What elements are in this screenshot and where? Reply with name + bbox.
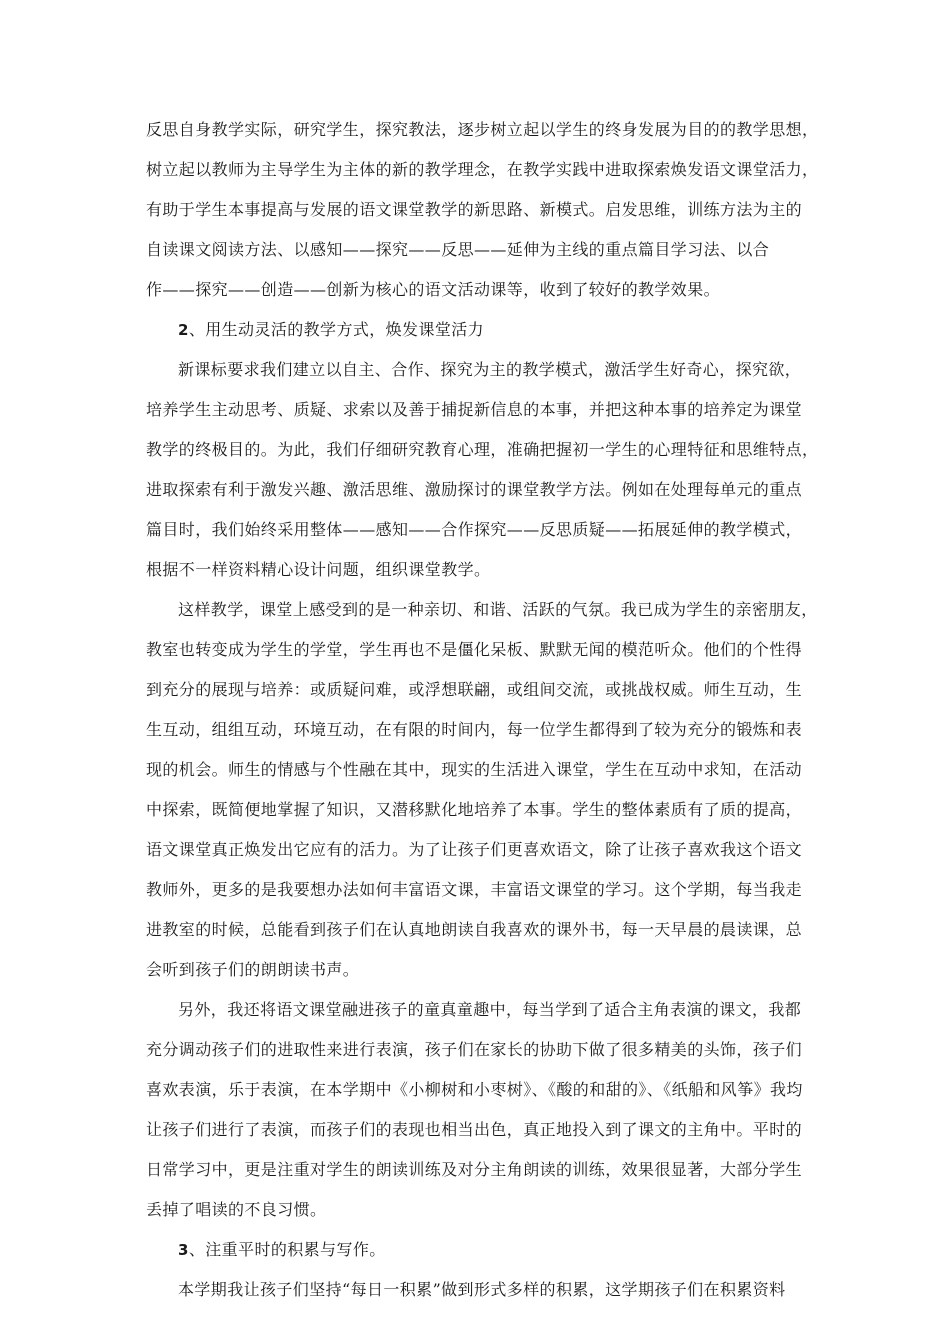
text-line: 进教室的时候，总能看到孩子们在认真地朗读自我喜欢的课外书，每一天早晨的晨读课，总 bbox=[146, 920, 803, 939]
text-line: 丢掉了唱读的不良习惯。 bbox=[146, 1200, 327, 1219]
text-line: 让孩子们进行了表演，而孩子们的表现也相当出色，真正地投入到了课文的主角中。平时的 bbox=[146, 1120, 803, 1139]
section-title: 、注重平时的积累与写作。 bbox=[188, 1240, 386, 1259]
section-heading-3 bbox=[146, 1230, 826, 1270]
text-line: 根据不一样资料精心设计问题，组织课堂教学。 bbox=[146, 560, 491, 579]
section-number: 2 bbox=[178, 321, 189, 339]
text-line: 喜欢表演，乐于表演，在本学期中《小柳树和小枣树》、《酸的和甜的》、《纸船和风筝》我均 bbox=[146, 1080, 803, 1099]
text-line: 教室也转变成为学生的学堂，学生再也不是僵化呆板、默默无闻的模范听众。他们的个性得 bbox=[146, 640, 803, 659]
text-line: 现的机会。师生的情感与个性融在其中，现实的生活进入课堂，学生在互动中求知，在活动 bbox=[146, 760, 803, 779]
section-heading-2 bbox=[146, 310, 826, 350]
text-line: 另外，我还将语文课堂融进孩子的童真童趣中，每当学到了适合主角表演的课文，我都 bbox=[178, 1000, 802, 1019]
text-line: 教学的终极目的。为此，我们仔细研究教育心理，准确把握初一学生的心理特征和思维特点， bbox=[146, 440, 819, 459]
text-line: 篇目时，我们始终采用整体——感知——合作探究——反思质疑——拓展延伸的教学模式， bbox=[146, 520, 803, 539]
text-line: 培养学生主动思考、质疑、求索以及善于捕捉新信息的本事，并把这种本事的培养定为课堂 bbox=[146, 400, 803, 419]
text-line: 充分调动孩子们的进取性来进行表演，孩子们在家长的协助下做了很多精美的头饰，孩子们 bbox=[146, 1040, 803, 1059]
text-line: 自读课文阅读方法、以感知——探究——反思——延伸为主线的重点篇目学习法、以合 bbox=[146, 240, 770, 259]
text-line: 到充分的展现与培养：或质疑问难，或浮想联翩，或组间交流，或挑战权威。师生互动，生 bbox=[146, 680, 803, 699]
paragraph-4 bbox=[146, 990, 826, 1230]
text-line: 日常学习中，更是注重对学生的朗读训练及对分主角朗读的训练，效果很显著，大部分学生 bbox=[146, 1160, 803, 1179]
section-title: 、用生动灵活的教学方式，焕发课堂活力 bbox=[188, 320, 485, 339]
document-body bbox=[146, 110, 826, 1310]
text-line: 进取探索有利于激发兴趣、激活思维、激励探讨的课堂教学方法。例如在处理每单元的重点 bbox=[146, 480, 803, 499]
paragraph-1 bbox=[146, 110, 826, 310]
text-line: 这样教学，课堂上感受到的是一种亲切、和谐、活跃的气氛。我已成为学生的亲密朋友， bbox=[178, 600, 818, 619]
paragraph-2 bbox=[146, 350, 826, 590]
paragraph-5 bbox=[146, 1270, 826, 1310]
text-line: 语文课堂真正焕发出它应有的活力。为了让孩子们更喜欢语文，除了让孩子喜欢我这个语文 bbox=[146, 840, 803, 859]
paragraph-3 bbox=[146, 590, 826, 990]
text-line: 会听到孩子们的朗朗读书声。 bbox=[146, 960, 360, 979]
text-line: 有助于学生本事提高与发展的语文课堂教学的新思路、新模式。启发思维，训练方法为主的 bbox=[146, 200, 803, 219]
text-line: 教师外，更多的是我要想办法如何丰富语文课，丰富语文课堂的学习。这个学期，每当我走 bbox=[146, 880, 803, 899]
section-number: 3 bbox=[178, 1241, 189, 1259]
text-line: 新课标要求我们建立以自主、合作、探究为主的教学模式，激活学生好奇心，探究欲， bbox=[178, 360, 802, 379]
text-line: 本学期我让孩子们坚持“每日一积累”做到形式多样的积累，这学期孩子们在积累资料 bbox=[178, 1280, 786, 1299]
text-line: 生互动，组组互动，环境互动，在有限的时间内，每一位学生都得到了较为充分的锻炼和表 bbox=[146, 720, 803, 739]
text-line: 作——探究——创造——创新为核心的语文活动课等，收到了较好的教学效果。 bbox=[146, 280, 721, 299]
text-line: 树立起以教师为主导学生为主体的新的教学理念，在教学实践中进取探索焕发语文课堂活力， bbox=[146, 160, 819, 179]
text-line: 反思自身教学实际，研究学生，探究教法，逐步树立起以学生的终身发展为目的的教学思想， bbox=[146, 120, 819, 139]
text-line: 中探索，既简便地掌握了知识，又潜移默化地培养了本事。学生的整体素质有了质的提高， bbox=[146, 800, 803, 819]
